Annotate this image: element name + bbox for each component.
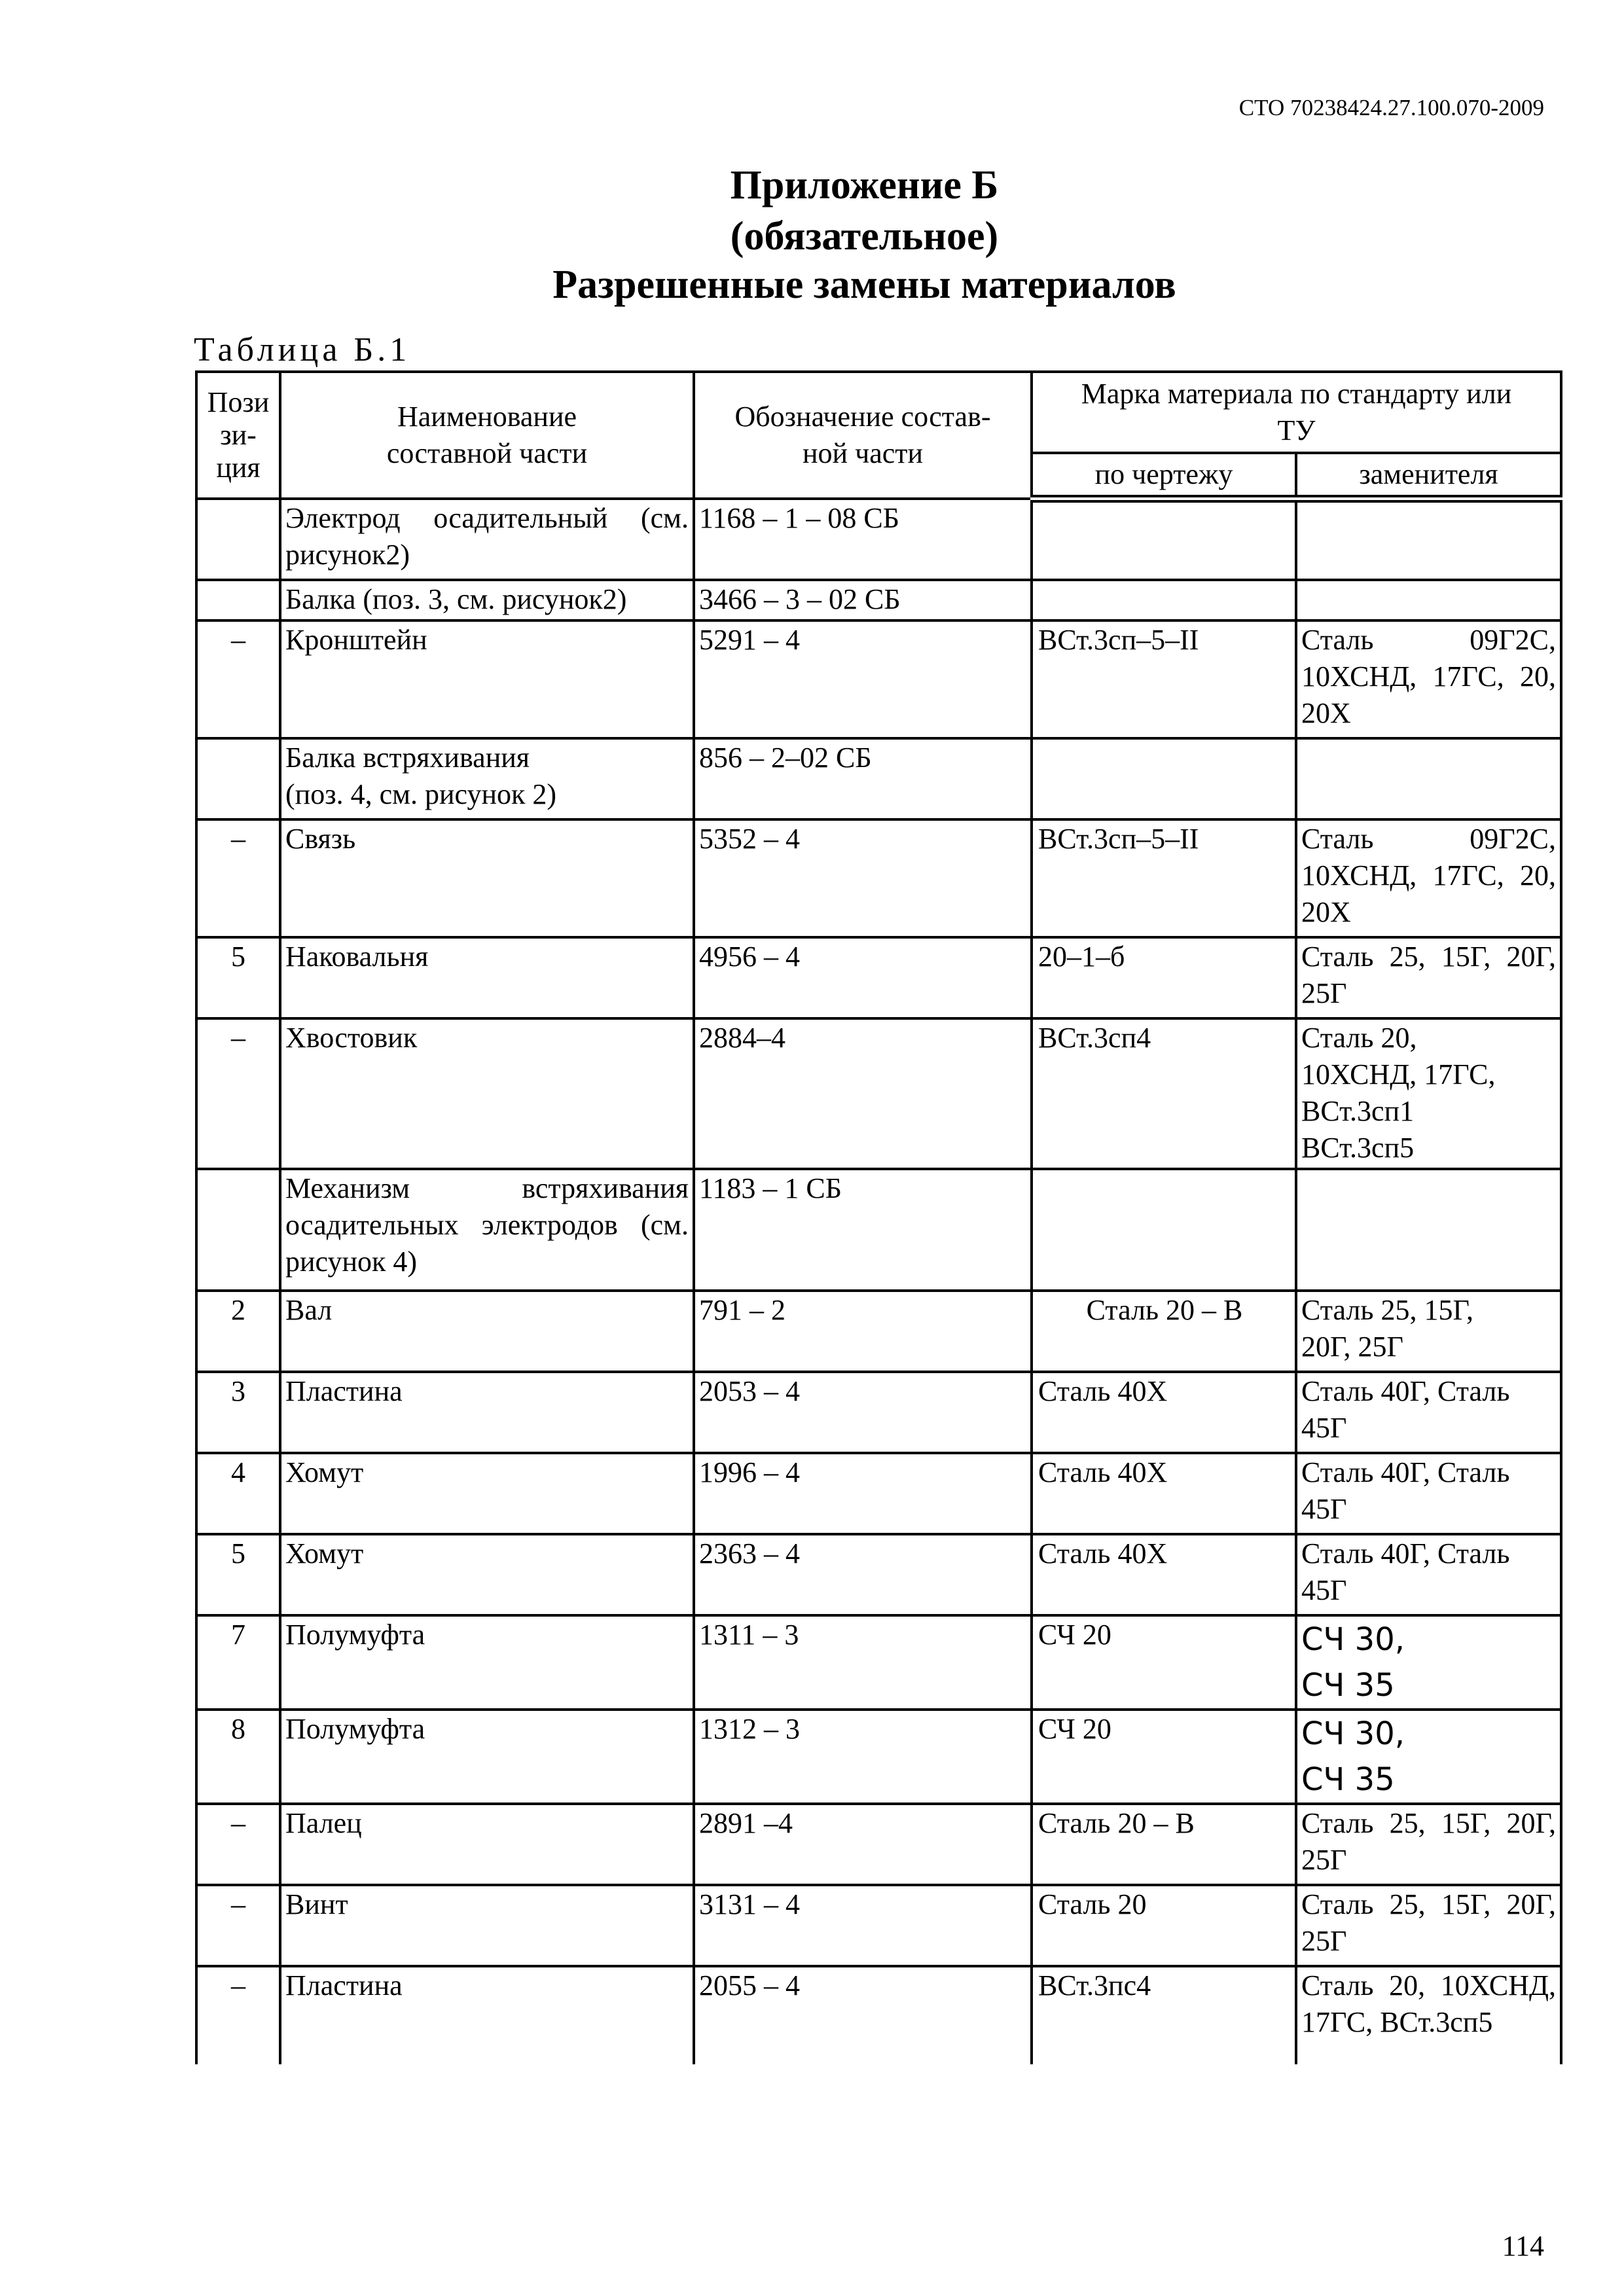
- grade-per-drawing-cell: Сталь 20 – В: [1032, 1804, 1296, 1885]
- position-cell: –: [196, 1804, 280, 1885]
- part-designation-cell: 5291 – 4: [694, 620, 1032, 738]
- part-name-cell: Пластина: [280, 1372, 694, 1453]
- position-cell: –: [196, 1966, 280, 2064]
- part-name-cell: Винт: [280, 1885, 694, 1966]
- part-designation-cell: 791 – 2: [694, 1291, 1032, 1372]
- table-row: [196, 1966, 1561, 2064]
- table-row: [196, 1710, 1561, 1804]
- page-number: 114: [1502, 2230, 1544, 2262]
- part-name-cell: Пластина: [280, 1966, 694, 2064]
- appendix-status: (обязательное): [730, 214, 999, 259]
- grade-per-drawing-cell: Сталь 20 – В: [1032, 1291, 1296, 1372]
- part-designation-cell: 1183 – 1 СБ: [694, 1169, 1032, 1291]
- substitute-grade-cell: Сталь 40Г, Сталь 45Г: [1296, 1372, 1561, 1453]
- table-row: [196, 819, 1561, 937]
- grade-per-drawing-cell: Сталь 40Х: [1032, 1453, 1296, 1534]
- table-row: [196, 1885, 1561, 1966]
- table-caption: Таблица Б.1: [194, 331, 411, 368]
- table-row: [196, 1804, 1561, 1885]
- substitute-grade-cell: Сталь 20, 10ХСНД, 17ГС, ВСт.3сп5: [1296, 1966, 1561, 2064]
- grade-per-drawing-cell: ВСт.3сп–5–II: [1032, 819, 1296, 937]
- grade-per-drawing-cell: [1032, 738, 1296, 819]
- grade-per-drawing-cell: Сталь 20: [1032, 1885, 1296, 1966]
- grade-per-drawing-cell: ВСт.3пс4: [1032, 1966, 1296, 2064]
- position-cell: 7: [196, 1615, 280, 1710]
- substitute-grade-cell: Сталь 20, 10ХСНД, 17ГС, ВСт.3сп1 ВСт.3сп5: [1296, 1018, 1561, 1169]
- table-row: [196, 1534, 1561, 1615]
- table-row: [196, 1372, 1561, 1453]
- part-designation-cell: 3466 – 3 – 02 СБ: [694, 580, 1032, 620]
- table-row: [196, 738, 1561, 819]
- position-cell: –: [196, 620, 280, 738]
- table-header: [196, 372, 1561, 499]
- part-name-cell: Хомут: [280, 1453, 694, 1534]
- position-cell: [196, 499, 280, 580]
- substitute-grade-cell: Сталь 25, 15Г, 20Г, 25Г: [1296, 1885, 1561, 1966]
- substitute-grade-cell: Сталь 40Г, Сталь 45Г: [1296, 1534, 1561, 1615]
- position-cell: [196, 1169, 280, 1291]
- part-name-cell: Механизм встряхивания осадительных электродов (см. рисунок 4): [280, 1169, 694, 1291]
- table-row: [196, 1169, 1561, 1291]
- substitute-grade-cell: [1296, 1169, 1561, 1291]
- position-cell: 5: [196, 937, 280, 1018]
- grade-per-drawing-cell: [1032, 1169, 1296, 1291]
- substitute-grade-cell: СЧ 30, СЧ 35: [1296, 1710, 1561, 1804]
- part-designation-cell: 856 – 2–02 СБ: [694, 738, 1032, 819]
- part-designation-cell: 2891 –4: [694, 1804, 1032, 1885]
- substitute-grade-cell: СЧ 30, СЧ 35: [1296, 1615, 1561, 1710]
- part-name-cell: Вал: [280, 1291, 694, 1372]
- substitute-grade-cell: Сталь 09Г2С, 10ХСНД, 17ГС, 20, 20Х: [1296, 620, 1561, 738]
- table-row: [196, 499, 1561, 580]
- header-part-name: Наименование составной части: [280, 372, 694, 499]
- substitute-grade-cell: Сталь 09Г2С, 10ХСНД, 17ГС, 20, 20Х: [1296, 819, 1561, 937]
- part-designation-cell: 5352 – 4: [694, 819, 1032, 937]
- materials-table: [195, 370, 1562, 2064]
- part-designation-cell: 1996 – 4: [694, 1453, 1032, 1534]
- position-cell: 4: [196, 1453, 280, 1534]
- position-cell: [196, 738, 280, 819]
- header-per-drawing: по чертежу: [1032, 453, 1296, 499]
- grade-per-drawing-cell: СЧ 20: [1032, 1710, 1296, 1804]
- part-designation-cell: 2363 – 4: [694, 1534, 1032, 1615]
- part-name-cell: Электрод осадительный (см. рисунок2): [280, 499, 694, 580]
- part-designation-cell: 4956 – 4: [694, 937, 1032, 1018]
- substitute-grade-cell: Сталь 25, 15Г, 20Г, 25Г: [1296, 937, 1561, 1018]
- header-substitute: заменителя: [1296, 453, 1561, 499]
- grade-per-drawing-cell: Сталь 40Х: [1032, 1534, 1296, 1615]
- part-name-cell: Палец: [280, 1804, 694, 1885]
- position-cell: 5: [196, 1534, 280, 1615]
- part-name-cell: Хомут: [280, 1534, 694, 1615]
- part-designation-cell: 2053 – 4: [694, 1372, 1032, 1453]
- grade-per-drawing-cell: СЧ 20: [1032, 1615, 1296, 1710]
- table-row: [196, 1291, 1561, 1372]
- position-cell: [196, 580, 280, 620]
- part-name-cell: Балка (поз. 3, см. рисунок2): [280, 580, 694, 620]
- table-row: [196, 620, 1561, 738]
- part-name-cell: Балка встряхивания (поз. 4, см. рисунок 2): [280, 738, 694, 819]
- grade-per-drawing-cell: Сталь 40Х: [1032, 1372, 1296, 1453]
- part-name-cell: Хвостовик: [280, 1018, 694, 1169]
- grade-per-drawing-cell: [1032, 580, 1296, 620]
- header-position: Пози зи- ция: [196, 372, 280, 499]
- grade-per-drawing-cell: ВСт.3сп4: [1032, 1018, 1296, 1169]
- appendix-title: Приложение Б: [730, 163, 999, 207]
- part-name-cell: Наковальня: [280, 937, 694, 1018]
- grade-per-drawing-cell: [1032, 499, 1296, 580]
- substitute-grade-cell: [1296, 738, 1561, 819]
- position-cell: 2: [196, 1291, 280, 1372]
- substitute-grade-cell: [1296, 499, 1561, 580]
- position-cell: 8: [196, 1710, 280, 1804]
- grade-per-drawing-cell: 20–1–б: [1032, 937, 1296, 1018]
- part-name-cell: Полумуфта: [280, 1615, 694, 1710]
- appendix-subject: Разрешенные замены материалов: [552, 262, 1176, 307]
- grade-per-drawing-cell: ВСт.3сп–5–II: [1032, 620, 1296, 738]
- position-cell: 3: [196, 1372, 280, 1453]
- position-cell: –: [196, 819, 280, 937]
- part-name-cell: Полумуфта: [280, 1710, 694, 1804]
- part-designation-cell: 1311 – 3: [694, 1615, 1032, 1710]
- document-code: СТО 70238424.27.100.070-2009: [1238, 95, 1544, 120]
- table-row: [196, 1018, 1561, 1169]
- header-part-designation: Обозначение состав- ной части: [694, 372, 1032, 499]
- table-row: [196, 1453, 1561, 1534]
- substitute-grade-cell: Сталь 25, 15Г, 20Г, 25Г: [1296, 1291, 1561, 1372]
- part-designation-cell: 3131 – 4: [694, 1885, 1032, 1966]
- table-body: [196, 499, 1561, 2064]
- substitute-grade-cell: Сталь 25, 15Г, 20Г, 25Г: [1296, 1804, 1561, 1885]
- part-designation-cell: 2884–4: [694, 1018, 1032, 1169]
- table-row: [196, 1615, 1561, 1710]
- part-designation-cell: 1168 – 1 – 08 СБ: [694, 499, 1032, 580]
- position-cell: –: [196, 1018, 280, 1169]
- table-row: [196, 937, 1561, 1018]
- substitute-grade-cell: [1296, 580, 1561, 620]
- header-material-grade: Марка материала по стандарту или ТУ: [1032, 372, 1561, 453]
- part-name-cell: Связь: [280, 819, 694, 937]
- table-row: [196, 580, 1561, 620]
- position-cell: –: [196, 1885, 280, 1966]
- part-designation-cell: 2055 – 4: [694, 1966, 1032, 2064]
- part-name-cell: Кронштейн: [280, 620, 694, 738]
- part-designation-cell: 1312 – 3: [694, 1710, 1032, 1804]
- substitute-grade-cell: Сталь 40Г, Сталь 45Г: [1296, 1453, 1561, 1534]
